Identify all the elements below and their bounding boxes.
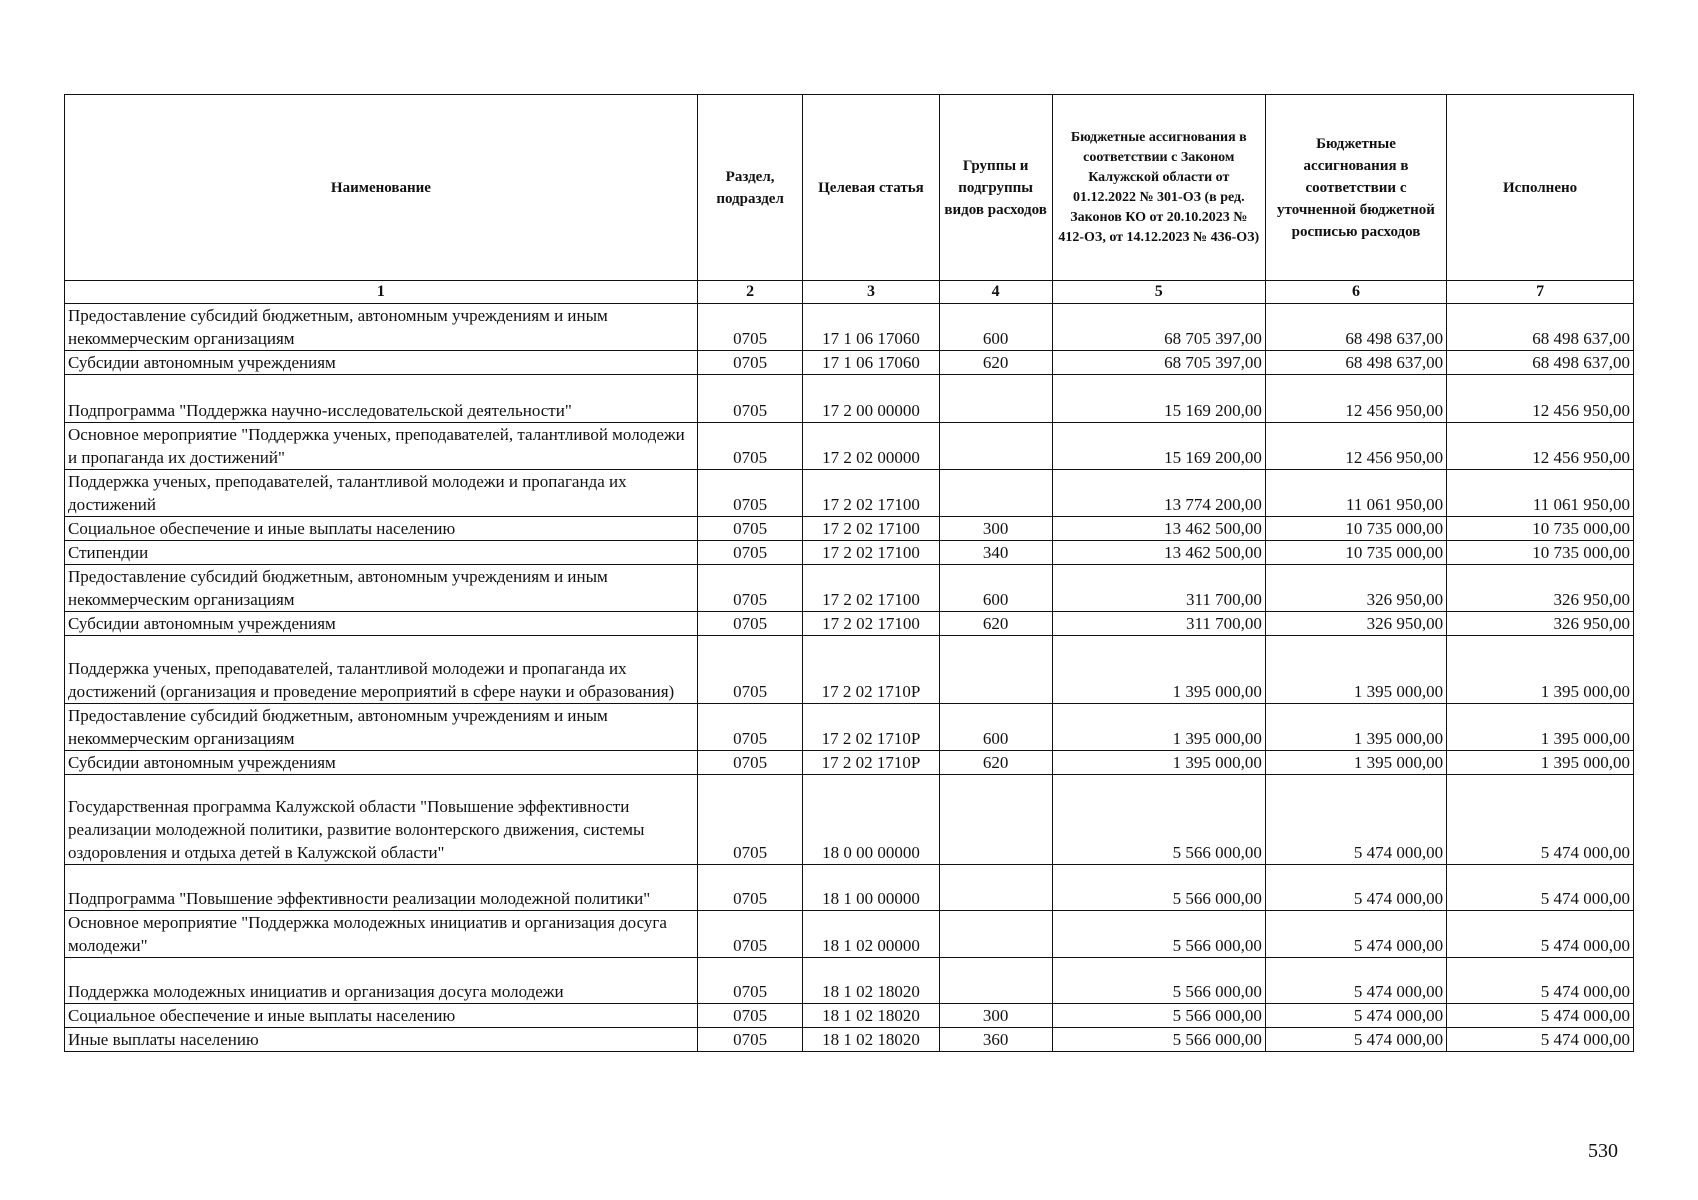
cell-law-allocation: 5 566 000,00 (1052, 911, 1265, 958)
cell-target-article: 18 1 00 00000 (803, 865, 939, 911)
table-row (65, 517, 1634, 541)
column-number: 4 (939, 281, 1052, 304)
cell-expense-group (939, 470, 1052, 517)
table-row (65, 612, 1634, 636)
cell-executed: 5 474 000,00 (1447, 1028, 1634, 1052)
cell-law-allocation: 5 566 000,00 (1052, 775, 1265, 865)
cell-expense-group (939, 375, 1052, 423)
cell-name: Иные выплаты населению (65, 1028, 698, 1052)
cell-section: 0705 (697, 751, 802, 775)
cell-name: Предоставление субсидий бюджетным, автономным учреждениям и иным некоммерческим организациям (65, 304, 698, 351)
cell-expense-group (939, 636, 1052, 704)
cell-name: Стипендии (65, 541, 698, 565)
page-number: 530 (1588, 1140, 1618, 1162)
cell-refined-allocation: 5 474 000,00 (1265, 911, 1446, 958)
cell-executed: 1 395 000,00 (1447, 751, 1634, 775)
cell-section: 0705 (697, 636, 802, 704)
cell-name: Социальное обеспечение и иные выплаты населению (65, 517, 698, 541)
cell-executed: 10 735 000,00 (1447, 541, 1634, 565)
cell-executed: 326 950,00 (1447, 565, 1634, 612)
cell-name: Поддержка ученых, преподавателей, талантливой молодежи и пропаганда их достижений (организация и проведение мероприятий в сфере науки и образования) (65, 636, 698, 704)
cell-expense-group: 620 (939, 351, 1052, 375)
cell-target-article: 18 1 02 18020 (803, 1028, 939, 1052)
cell-target-article: 17 2 02 17100 (803, 541, 939, 565)
budget-table (64, 94, 1634, 1052)
cell-expense-group (939, 911, 1052, 958)
cell-target-article: 18 1 02 18020 (803, 1004, 939, 1028)
header-row (65, 95, 1634, 281)
cell-expense-group: 360 (939, 1028, 1052, 1052)
table-row (65, 541, 1634, 565)
cell-name: Предоставление субсидий бюджетным, автономным учреждениям и иным некоммерческим организациям (65, 704, 698, 751)
table-row (65, 375, 1634, 423)
cell-section: 0705 (697, 517, 802, 541)
table-row (65, 636, 1634, 704)
cell-target-article: 17 2 02 17100 (803, 612, 939, 636)
cell-expense-group: 620 (939, 751, 1052, 775)
cell-name: Поддержка ученых, преподавателей, талантливой молодежи и пропаганда их достижений (65, 470, 698, 517)
cell-law-allocation: 15 169 200,00 (1052, 375, 1265, 423)
cell-refined-allocation: 5 474 000,00 (1265, 865, 1446, 911)
cell-executed: 12 456 950,00 (1447, 375, 1634, 423)
cell-target-article: 17 2 00 00000 (803, 375, 939, 423)
cell-refined-allocation: 326 950,00 (1265, 612, 1446, 636)
table-row (65, 1028, 1634, 1052)
cell-refined-allocation: 68 498 637,00 (1265, 351, 1446, 375)
cell-target-article: 17 2 02 17100 (803, 470, 939, 517)
table-row (65, 351, 1634, 375)
table-row (65, 565, 1634, 612)
header-refined-allocations: Бюджетные ассигнования в соответствии с уточненной бюджетной росписью расходов (1265, 95, 1446, 281)
cell-target-article: 18 1 02 00000 (803, 911, 939, 958)
cell-section: 0705 (697, 423, 802, 470)
cell-expense-group: 340 (939, 541, 1052, 565)
cell-executed: 1 395 000,00 (1447, 704, 1634, 751)
cell-name: Субсидии автономным учреждениям (65, 612, 698, 636)
cell-section: 0705 (697, 958, 802, 1004)
cell-law-allocation: 1 395 000,00 (1052, 751, 1265, 775)
cell-section: 0705 (697, 470, 802, 517)
cell-refined-allocation: 5 474 000,00 (1265, 1004, 1446, 1028)
budget-report-page (64, 94, 1634, 1052)
cell-section: 0705 (697, 304, 802, 351)
header-expense-groups: Группы и подгруппы видов расходов (939, 95, 1052, 281)
table-row (65, 751, 1634, 775)
cell-refined-allocation: 1 395 000,00 (1265, 636, 1446, 704)
cell-refined-allocation: 10 735 000,00 (1265, 517, 1446, 541)
cell-section: 0705 (697, 375, 802, 423)
cell-executed: 5 474 000,00 (1447, 865, 1634, 911)
cell-expense-group (939, 423, 1052, 470)
cell-expense-group: 300 (939, 1004, 1052, 1028)
cell-expense-group (939, 775, 1052, 865)
cell-expense-group: 620 (939, 612, 1052, 636)
cell-section: 0705 (697, 1004, 802, 1028)
header-name: Наименование (65, 95, 698, 281)
cell-executed: 5 474 000,00 (1447, 911, 1634, 958)
cell-refined-allocation: 326 950,00 (1265, 565, 1446, 612)
table-row (65, 958, 1634, 1004)
cell-expense-group: 600 (939, 304, 1052, 351)
cell-refined-allocation: 10 735 000,00 (1265, 541, 1446, 565)
header-target-article: Целевая статья (803, 95, 939, 281)
cell-name: Подпрограмма "Повышение эффективности реализации молодежной политики" (65, 865, 698, 911)
cell-law-allocation: 5 566 000,00 (1052, 865, 1265, 911)
cell-law-allocation: 68 705 397,00 (1052, 351, 1265, 375)
cell-refined-allocation: 1 395 000,00 (1265, 704, 1446, 751)
cell-name: Поддержка молодежных инициатив и организация досуга молодежи (65, 958, 698, 1004)
cell-name: Субсидии автономным учреждениям (65, 751, 698, 775)
cell-law-allocation: 5 566 000,00 (1052, 1004, 1265, 1028)
table-body (65, 304, 1634, 1052)
cell-executed: 326 950,00 (1447, 612, 1634, 636)
cell-law-allocation: 13 774 200,00 (1052, 470, 1265, 517)
header-section: Раздел, подраздел (697, 95, 802, 281)
column-number: 2 (697, 281, 802, 304)
column-number: 6 (1265, 281, 1446, 304)
cell-expense-group: 600 (939, 704, 1052, 751)
cell-expense-group: 600 (939, 565, 1052, 612)
cell-refined-allocation: 5 474 000,00 (1265, 1028, 1446, 1052)
table-row (65, 865, 1634, 911)
cell-expense-group: 300 (939, 517, 1052, 541)
column-number: 7 (1447, 281, 1634, 304)
cell-law-allocation: 15 169 200,00 (1052, 423, 1265, 470)
cell-expense-group (939, 958, 1052, 1004)
cell-name: Социальное обеспечение и иные выплаты населению (65, 1004, 698, 1028)
cell-name: Подпрограмма "Поддержка научно-исследовательской деятельности" (65, 375, 698, 423)
cell-executed: 5 474 000,00 (1447, 958, 1634, 1004)
cell-target-article: 18 0 00 00000 (803, 775, 939, 865)
cell-section: 0705 (697, 775, 802, 865)
cell-section: 0705 (697, 865, 802, 911)
column-number: 3 (803, 281, 939, 304)
cell-refined-allocation: 5 474 000,00 (1265, 775, 1446, 865)
cell-section: 0705 (697, 351, 802, 375)
cell-target-article: 17 2 02 17100 (803, 565, 939, 612)
cell-executed: 12 456 950,00 (1447, 423, 1634, 470)
header-executed: Исполнено (1447, 95, 1634, 281)
cell-section: 0705 (697, 612, 802, 636)
table-row (65, 911, 1634, 958)
cell-law-allocation: 68 705 397,00 (1052, 304, 1265, 351)
table-row (65, 423, 1634, 470)
cell-executed: 11 061 950,00 (1447, 470, 1634, 517)
cell-refined-allocation: 68 498 637,00 (1265, 304, 1446, 351)
cell-executed: 68 498 637,00 (1447, 304, 1634, 351)
cell-law-allocation: 311 700,00 (1052, 612, 1265, 636)
table-row (65, 775, 1634, 865)
cell-law-allocation: 13 462 500,00 (1052, 517, 1265, 541)
cell-target-article: 17 1 06 17060 (803, 304, 939, 351)
cell-section: 0705 (697, 1028, 802, 1052)
cell-section: 0705 (697, 565, 802, 612)
cell-section: 0705 (697, 704, 802, 751)
cell-law-allocation: 5 566 000,00 (1052, 958, 1265, 1004)
cell-target-article: 17 1 06 17060 (803, 351, 939, 375)
cell-section: 0705 (697, 541, 802, 565)
table-row (65, 470, 1634, 517)
cell-target-article: 17 2 02 1710Р (803, 636, 939, 704)
cell-name: Государственная программа Калужской области "Повышение эффективности реализации молодежной политики, развитие волонтерского движения, системы оздоровления и отдыха детей в Калужской области" (65, 775, 698, 865)
cell-name: Основное мероприятие "Поддержка молодежных инициатив и организация досуга молодежи" (65, 911, 698, 958)
column-number: 1 (65, 281, 698, 304)
cell-expense-group (939, 865, 1052, 911)
table-row (65, 304, 1634, 351)
cell-executed: 5 474 000,00 (1447, 775, 1634, 865)
table-row (65, 704, 1634, 751)
column-number-row (65, 281, 1634, 304)
cell-refined-allocation: 5 474 000,00 (1265, 958, 1446, 1004)
cell-law-allocation: 1 395 000,00 (1052, 636, 1265, 704)
cell-executed: 5 474 000,00 (1447, 1004, 1634, 1028)
cell-name: Основное мероприятие "Поддержка ученых, преподавателей, талантливой молодежи и пропаганда их достижений" (65, 423, 698, 470)
table-row (65, 1004, 1634, 1028)
cell-executed: 1 395 000,00 (1447, 636, 1634, 704)
cell-target-article: 17 2 02 1710Р (803, 704, 939, 751)
cell-executed: 10 735 000,00 (1447, 517, 1634, 541)
cell-refined-allocation: 12 456 950,00 (1265, 375, 1446, 423)
cell-target-article: 17 2 02 00000 (803, 423, 939, 470)
cell-section: 0705 (697, 911, 802, 958)
cell-target-article: 17 2 02 17100 (803, 517, 939, 541)
header-law-allocations: Бюджетные ассигнования в соответствии с Законом Калужской области от 01.12.2022 № 301-ОЗ (в ред. Законов КО от 20.10.2023 № 412-ОЗ, от 14.12.2023 № 436-ОЗ) (1052, 95, 1265, 281)
cell-target-article: 18 1 02 18020 (803, 958, 939, 1004)
cell-law-allocation: 311 700,00 (1052, 565, 1265, 612)
cell-refined-allocation: 1 395 000,00 (1265, 751, 1446, 775)
cell-name: Субсидии автономным учреждениям (65, 351, 698, 375)
cell-name: Предоставление субсидий бюджетным, автономным учреждениям и иным некоммерческим организациям (65, 565, 698, 612)
cell-target-article: 17 2 02 1710Р (803, 751, 939, 775)
cell-law-allocation: 13 462 500,00 (1052, 541, 1265, 565)
cell-refined-allocation: 11 061 950,00 (1265, 470, 1446, 517)
cell-law-allocation: 5 566 000,00 (1052, 1028, 1265, 1052)
column-number: 5 (1052, 281, 1265, 304)
cell-executed: 68 498 637,00 (1447, 351, 1634, 375)
cell-law-allocation: 1 395 000,00 (1052, 704, 1265, 751)
cell-refined-allocation: 12 456 950,00 (1265, 423, 1446, 470)
